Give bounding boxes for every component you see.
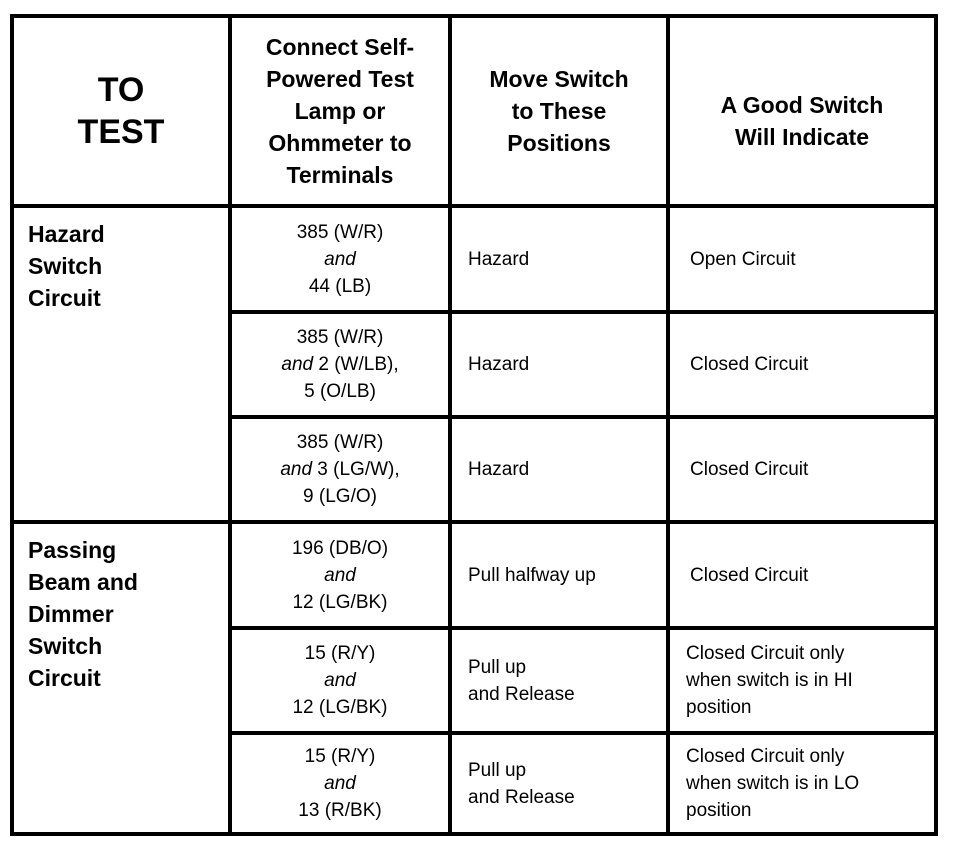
indication-line: Open Circuit — [690, 248, 796, 270]
header-terminals — [232, 18, 448, 204]
group-label-line: Hazard — [28, 221, 105, 247]
indication-line: Closed Circuit — [690, 354, 809, 375]
group-hazard-switch — [14, 208, 228, 520]
terminals-cell — [232, 208, 448, 310]
header-line: Terminals — [286, 162, 394, 188]
header-line: TEST — [77, 113, 165, 151]
terminals-line: 9 (LG/O) — [303, 486, 377, 507]
position-line: Hazard — [468, 354, 530, 375]
terminals-cell — [232, 419, 448, 520]
terminals-line: and — [324, 564, 356, 586]
terminals-line: 12 (LG/BK) — [292, 697, 388, 718]
position-line: Hazard — [468, 248, 530, 270]
group-label-line: Switch — [28, 253, 103, 279]
indication-line: position — [686, 697, 752, 718]
terminals-line: 385 (W/R) — [296, 221, 384, 243]
terminals-line: 196 (DB/O) — [291, 537, 389, 559]
terminals-line: 12 (LG/BK) — [292, 591, 388, 613]
header-line: Will Indicate — [735, 124, 869, 150]
header-line: Powered Test — [266, 66, 414, 92]
group-label-line: Circuit — [28, 285, 101, 311]
terminals-line: and 2 (W/LB), — [281, 354, 399, 375]
position-line: Pull up — [468, 759, 527, 781]
position-line: and Release — [468, 683, 575, 705]
terminals-line: and — [324, 773, 356, 794]
position-line: Hazard — [468, 459, 530, 480]
header-line: Positions — [507, 130, 611, 156]
group-label-line: Switch — [28, 633, 103, 659]
indication-line: position — [686, 800, 752, 821]
group-passing-dimmer — [14, 524, 228, 832]
indication-cell — [670, 208, 934, 310]
indication-line: Closed Circuit only — [686, 643, 845, 664]
indication-cell — [670, 524, 934, 626]
header-to-test — [14, 18, 228, 204]
terminals-line: 15 (R/Y) — [304, 746, 376, 767]
group-label-line: Dimmer — [28, 601, 114, 627]
header-indicate — [670, 18, 934, 204]
terminals-line: 385 (W/R) — [296, 432, 384, 453]
header-line: to These — [511, 98, 607, 124]
terminals-cell — [232, 735, 448, 832]
indication-line: when switch is in HI — [686, 670, 853, 691]
terminals-line: 13 (R/BK) — [298, 800, 382, 821]
header-line: Ohmmeter to — [268, 130, 412, 156]
position-line: and Release — [468, 786, 575, 808]
terminals-cell — [232, 630, 448, 731]
indication-cell — [670, 630, 934, 731]
terminals-line: and 3 (LG/W), — [280, 459, 400, 480]
indication-line: when switch is in LO — [686, 773, 860, 794]
indication-line: Closed Circuit — [690, 459, 809, 480]
terminals-cell — [232, 314, 448, 415]
header-positions — [452, 18, 666, 204]
terminals-line: 44 (LB) — [308, 275, 372, 297]
position-cell — [452, 314, 666, 415]
position-cell — [452, 630, 666, 731]
terminals-line: and — [324, 248, 356, 270]
indication-line: Closed Circuit only — [686, 746, 845, 767]
position-line: Pull up — [468, 656, 527, 678]
position-cell — [452, 524, 666, 626]
position-cell — [452, 208, 666, 310]
header-line: TO — [97, 71, 145, 109]
terminals-line: and — [324, 670, 356, 691]
header-line: A Good Switch — [720, 92, 884, 118]
header-line: Lamp or — [294, 98, 386, 124]
terminals-cell — [232, 524, 448, 626]
switch-test-table — [10, 14, 938, 836]
group-label-line: Circuit — [28, 665, 101, 691]
terminals-line: 385 (W/R) — [296, 327, 384, 348]
terminals-line: 5 (O/LB) — [304, 381, 376, 402]
indication-cell — [670, 314, 934, 415]
group-label-line: Passing — [28, 537, 117, 563]
indication-cell — [670, 735, 934, 832]
header-line: Move Switch — [489, 66, 629, 92]
position-line: Pull halfway up — [468, 564, 596, 586]
header-line: Connect Self- — [265, 34, 415, 60]
indication-line: Closed Circuit — [690, 564, 809, 586]
position-cell — [452, 419, 666, 520]
position-cell — [452, 735, 666, 832]
group-label-line: Beam and — [28, 569, 138, 595]
terminals-line: 15 (R/Y) — [304, 643, 376, 664]
indication-cell — [670, 419, 934, 520]
